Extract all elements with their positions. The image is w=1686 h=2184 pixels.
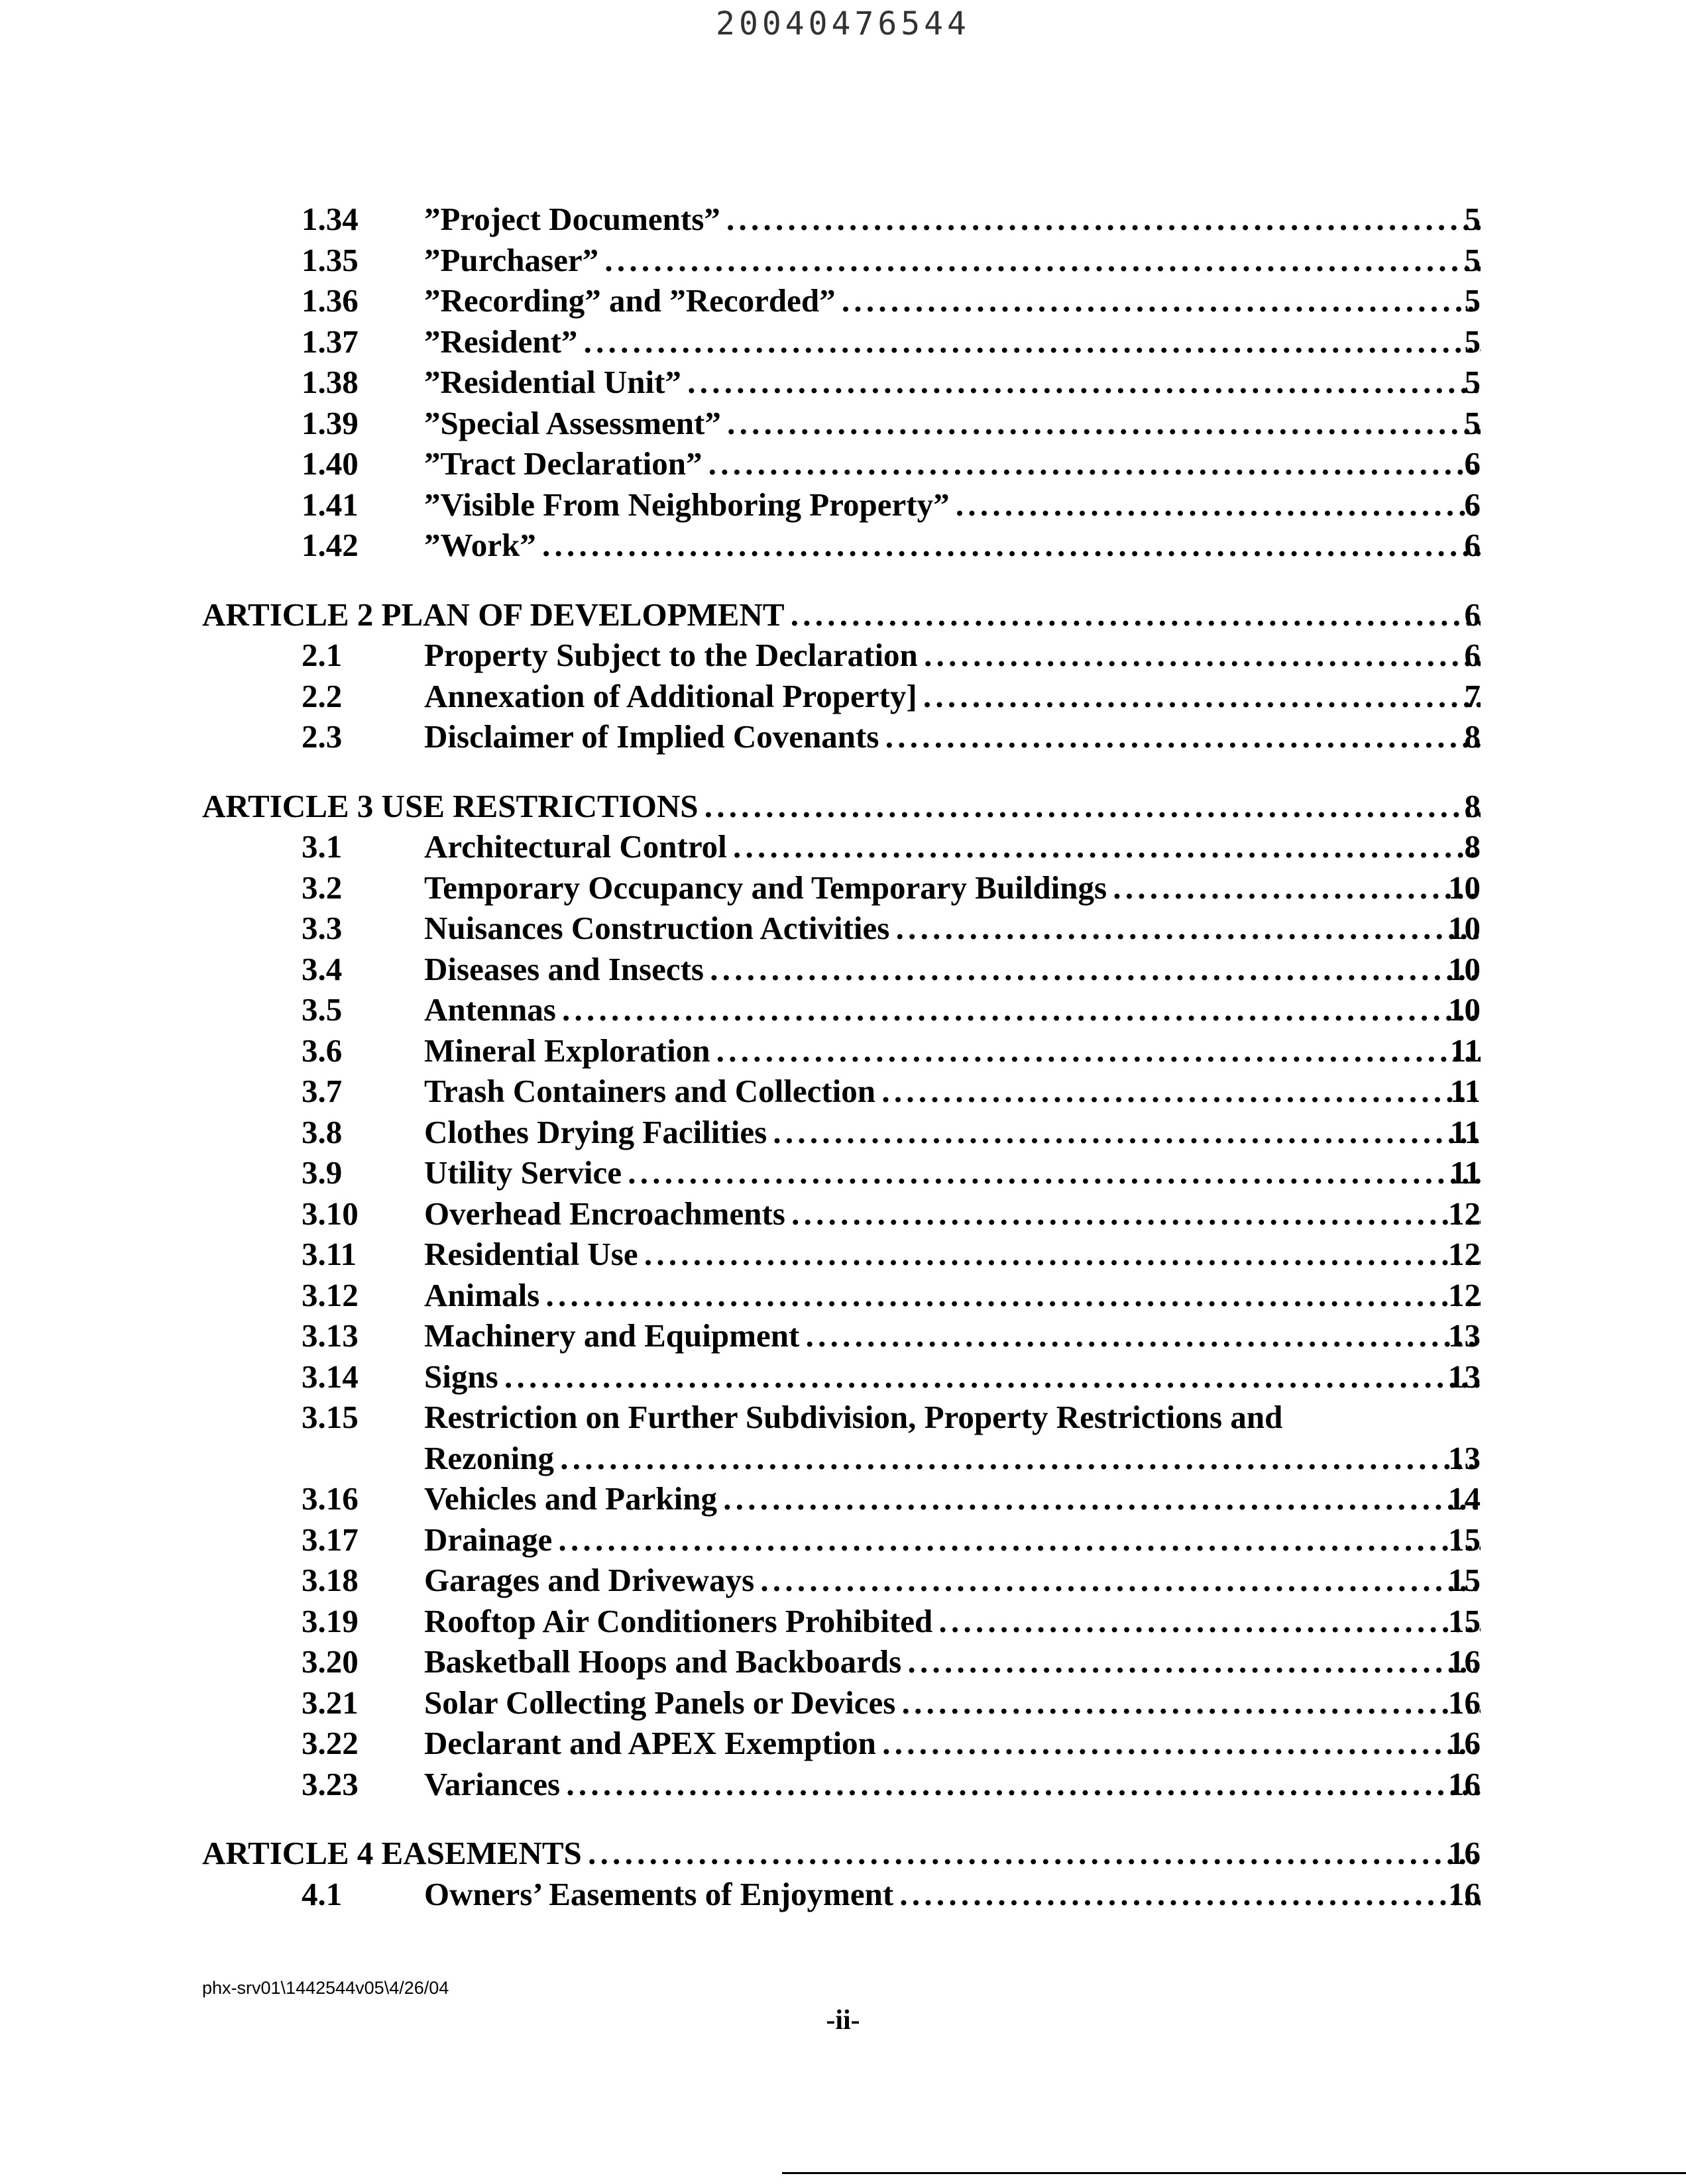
toc-section-title: ”Special Assessment” . . . xyxy=(424,403,1481,444)
toc-section-number: 3.3 xyxy=(302,910,343,946)
toc-entry-row xyxy=(0,1275,1686,1316)
toc-entry-row xyxy=(0,635,1686,676)
toc-section-number: 3.10 xyxy=(302,1195,359,1232)
toc-section-number: 3.8 xyxy=(302,1113,343,1150)
toc-page-number: 13 xyxy=(1448,1317,1481,1354)
toc-section-title: Mineral Exploration . . . xyxy=(424,1030,1481,1071)
toc-entry-row xyxy=(0,1071,1686,1112)
toc-page-number: 13 xyxy=(1448,1439,1481,1476)
toc-section-title: ”Project Documents” . . . xyxy=(424,199,1481,240)
toc-section-number: 2.1 xyxy=(302,637,343,673)
toc-page-number: 15 xyxy=(1448,1562,1481,1598)
toc-entry-row xyxy=(0,1152,1686,1193)
toc-page-number: 11 xyxy=(1449,1032,1481,1069)
toc-page-number: 6 xyxy=(1464,637,1481,673)
toc-section-title: Declarant and APEX Exemption . . . xyxy=(424,1723,1481,1764)
toc-entry-row xyxy=(0,989,1686,1030)
toc-page-number: 16 xyxy=(1448,1643,1481,1680)
toc-page-number: 12 xyxy=(1448,1236,1481,1272)
toc-section-title-continuation: Rezoning . . . xyxy=(424,1438,1481,1479)
toc-section-title: Disclaimer of Implied Covenants . . . xyxy=(424,716,1481,757)
toc-section-number: 3.7 xyxy=(302,1073,343,1109)
toc-section-number: 3.5 xyxy=(302,991,343,1028)
toc-section-title: Architectural Control . . . xyxy=(424,826,1481,867)
toc-page-number: 16 xyxy=(1448,1835,1481,1871)
toc-section-number: 3.16 xyxy=(302,1480,359,1517)
toc-section-title: Clothes Drying Facilities . . . xyxy=(424,1112,1481,1153)
toc-page-number: 10 xyxy=(1448,991,1481,1028)
toc-entry-row xyxy=(0,362,1686,403)
toc-section-number: 1.38 xyxy=(302,364,359,400)
toc-entry-row xyxy=(0,199,1686,240)
toc-page-number: 11 xyxy=(1449,1113,1481,1150)
toc-page-number: 5 xyxy=(1464,282,1481,319)
toc-page-number: 15 xyxy=(1448,1521,1481,1558)
toc-page-number: 11 xyxy=(1449,1154,1481,1191)
toc-page-number: 10 xyxy=(1448,910,1481,946)
toc-section-title: ”Recording” and ”Recorded” . . . xyxy=(424,280,1481,321)
toc-section-title: Vehicles and Parking . . . xyxy=(424,1478,1481,1519)
toc-section-number: 3.9 xyxy=(302,1154,343,1191)
toc-page-number: 5 xyxy=(1464,241,1481,278)
toc-page-number: 16 xyxy=(1448,1765,1481,1802)
toc-article-title: ARTICLE 2 PLAN OF DEVELOPMENT . . . xyxy=(202,594,1481,635)
toc-section-title: ”Residential Unit” . . . xyxy=(424,362,1481,403)
toc-section-title: ”Visible From Neighboring Property” . . . xyxy=(424,484,1481,525)
toc-section-title: ”Work” . . . xyxy=(424,525,1481,566)
toc-section-title: Annexation of Additional Property] . . . xyxy=(424,676,1481,717)
toc-entry-row xyxy=(0,867,1686,908)
toc-article-row xyxy=(0,786,1686,827)
toc-page-number: 6 xyxy=(1464,527,1481,563)
toc-entry-row xyxy=(0,525,1686,566)
toc-section-number: 3.18 xyxy=(302,1562,359,1598)
toc-section-title: Overhead Encroachments . . . xyxy=(424,1193,1481,1234)
toc-section-title: Machinery and Equipment . . . xyxy=(424,1315,1481,1356)
toc-page-number: 8 xyxy=(1464,787,1481,824)
toc-page-number: 10 xyxy=(1448,869,1481,906)
toc-section-title: Restriction on Further Subdivision, Property Restrictions and xyxy=(424,1399,1283,1435)
toc-article-title: ARTICLE 3 USE RESTRICTIONS . . . xyxy=(202,786,1481,827)
toc-entry-row xyxy=(0,1112,1686,1153)
toc-entry-row xyxy=(0,1397,1686,1438)
toc-section-number: 3.14 xyxy=(302,1358,359,1395)
toc-page-number: 12 xyxy=(1448,1195,1481,1232)
toc-section-number: 1.40 xyxy=(302,445,359,482)
toc-entry-row xyxy=(0,1193,1686,1234)
toc-section-number: 3.1 xyxy=(302,828,343,865)
toc-section-number: 1.36 xyxy=(302,282,359,319)
toc-section-title: Garages and Driveways . . . xyxy=(424,1560,1481,1601)
toc-section-number: 3.2 xyxy=(302,869,343,906)
toc-section-number: 3.11 xyxy=(302,1236,357,1272)
bottom-rule-line xyxy=(782,2172,1686,2174)
toc-article-row xyxy=(0,1833,1686,1874)
toc-page-number: 8 xyxy=(1464,828,1481,865)
toc-section-title: ”Tract Declaration” . . . xyxy=(424,443,1481,484)
toc-entry-row xyxy=(0,826,1686,867)
toc-section-title: Antennas . . . xyxy=(424,989,1481,1030)
toc-section-number: 3.19 xyxy=(302,1602,359,1639)
toc-section-title: ”Purchaser” . . . xyxy=(424,240,1481,281)
toc-entry-row xyxy=(0,908,1686,949)
toc-section-title: Signs . . . xyxy=(424,1356,1481,1397)
toc-entry-row xyxy=(0,1682,1686,1723)
toc-entry-row xyxy=(0,1560,1686,1601)
toc-section-number: 3.12 xyxy=(302,1276,359,1313)
toc-section-number: 2.3 xyxy=(302,718,343,755)
toc-entry-row xyxy=(0,676,1686,717)
toc-section-number: 1.37 xyxy=(302,323,359,360)
toc-section-title: Variances . . . xyxy=(424,1764,1481,1805)
toc-section-title: Animals . . . xyxy=(424,1275,1481,1316)
toc-entry-row xyxy=(0,240,1686,281)
toc-section-number: 3.4 xyxy=(302,950,343,987)
toc-section-number: 1.34 xyxy=(302,201,359,237)
footer-file-reference: phx-srv01\1442544v05\4/26/04 xyxy=(202,1978,449,1998)
toc-entry-row xyxy=(0,1723,1686,1764)
toc-entry-row xyxy=(0,716,1686,757)
toc-page-number: 14 xyxy=(1448,1480,1481,1517)
toc-entry-row xyxy=(0,1641,1686,1682)
toc-section-number: 1.39 xyxy=(302,404,359,441)
toc-entry-row xyxy=(0,1030,1686,1071)
toc-page-number: 16 xyxy=(1448,1875,1481,1912)
toc-entry-row xyxy=(0,443,1686,484)
toc-entry-row xyxy=(0,1234,1686,1275)
toc-article-title: ARTICLE 4 EASEMENTS . . . xyxy=(202,1833,1481,1874)
toc-page-number: 7 xyxy=(1464,677,1481,714)
toc-page-number: 8 xyxy=(1464,718,1481,755)
toc-section-number: 1.35 xyxy=(302,241,359,278)
toc-page-number: 16 xyxy=(1448,1684,1481,1721)
toc-page-number: 5 xyxy=(1464,364,1481,400)
toc-section-title: Nuisances Construction Activities . . . xyxy=(424,908,1481,949)
toc-entry-row xyxy=(0,1519,1686,1560)
toc-entry-row xyxy=(0,403,1686,444)
toc-section-title: Drainage . . . xyxy=(424,1519,1481,1560)
toc-section-number: 4.1 xyxy=(302,1875,343,1912)
toc-page-number: 6 xyxy=(1464,486,1481,523)
toc-section-title: Solar Collecting Panels or Devices . . . xyxy=(424,1682,1481,1723)
toc-article-row xyxy=(0,594,1686,635)
toc-page-number: 5 xyxy=(1464,323,1481,360)
toc-page-number: 12 xyxy=(1448,1276,1481,1313)
toc-page-number: 5 xyxy=(1464,201,1481,237)
toc-entry-row xyxy=(0,1601,1686,1642)
toc-section-number: 2.2 xyxy=(302,677,343,714)
toc-section-title: Trash Containers and Collection . . . xyxy=(424,1071,1481,1112)
toc-page-number: 6 xyxy=(1464,445,1481,482)
toc-section-title: Diseases and Insects . . . xyxy=(424,949,1481,990)
toc-entry-row xyxy=(0,321,1686,362)
toc-page-number: 11 xyxy=(1449,1073,1481,1109)
toc-section-title: Residential Use . . . xyxy=(424,1234,1481,1275)
toc-section-title: Owners’ Easements of Enjoyment . . . xyxy=(424,1874,1481,1915)
toc-section-title: Temporary Occupancy and Temporary Buildings . . . xyxy=(424,867,1481,908)
toc-entry-row xyxy=(0,1315,1686,1356)
toc-section-title: ”Resident” . . . xyxy=(424,321,1481,362)
toc-section-number: 3.13 xyxy=(302,1317,359,1354)
toc-section-number: 1.42 xyxy=(302,527,359,563)
toc-page-number: 13 xyxy=(1448,1358,1481,1395)
toc-section-number: 3.20 xyxy=(302,1643,359,1680)
document-number: 20040476544 xyxy=(716,5,970,42)
toc-section-number: 3.15 xyxy=(302,1399,359,1435)
footer-page-number: -ii- xyxy=(826,2005,860,2036)
toc-entry-row xyxy=(0,484,1686,525)
toc-section-number: 3.22 xyxy=(302,1725,359,1761)
toc-entry-row xyxy=(0,949,1686,990)
toc-section-title: Basketball Hoops and Backboards . . . xyxy=(424,1641,1481,1682)
toc-entry-row xyxy=(0,1764,1686,1805)
toc-entry-row xyxy=(0,280,1686,321)
toc-section-number: 1.41 xyxy=(302,486,359,523)
toc-section-number: 3.21 xyxy=(302,1684,359,1721)
toc-section-title: Property Subject to the Declaration . . . xyxy=(424,635,1481,676)
toc-section-number: 3.6 xyxy=(302,1032,343,1069)
toc-page-number: 15 xyxy=(1448,1602,1481,1639)
toc-section-title: Utility Service . . . xyxy=(424,1152,1481,1193)
toc-entry-continuation-row xyxy=(0,1438,1686,1479)
toc-page-number: 16 xyxy=(1448,1725,1481,1761)
toc-entry-row xyxy=(0,1356,1686,1397)
toc-page-number: 6 xyxy=(1464,596,1481,633)
toc-entry-row xyxy=(0,1478,1686,1519)
toc-entry-row xyxy=(0,1874,1686,1915)
toc-page-number: 10 xyxy=(1448,950,1481,987)
toc-page-number: 5 xyxy=(1464,404,1481,441)
toc-section-number: 3.23 xyxy=(302,1765,359,1802)
toc-section-title: Rooftop Air Conditioners Prohibited . . . xyxy=(424,1601,1481,1642)
toc-section-number: 3.17 xyxy=(302,1521,359,1558)
